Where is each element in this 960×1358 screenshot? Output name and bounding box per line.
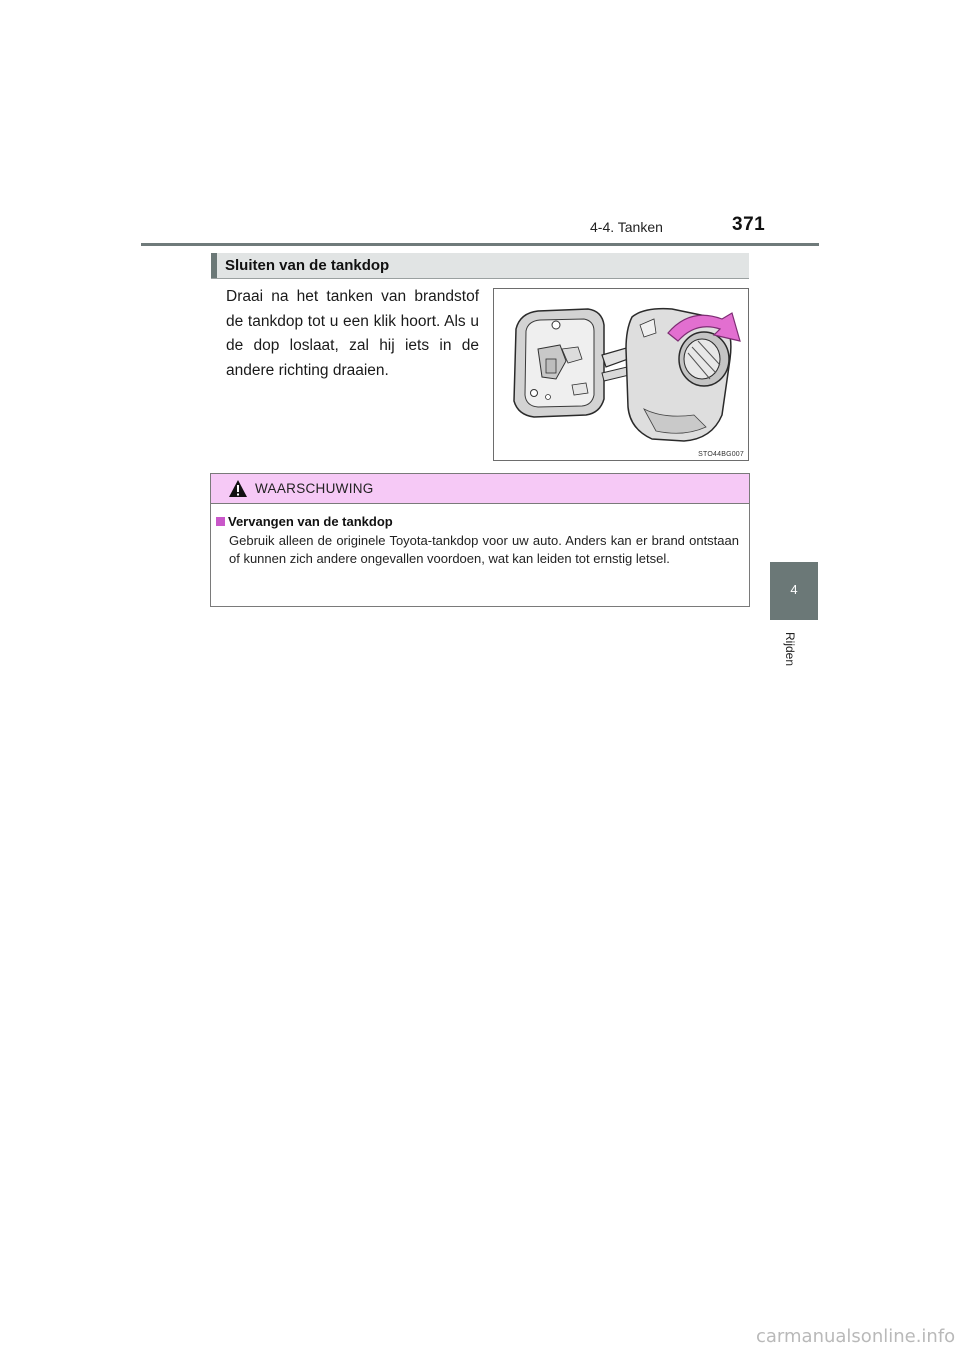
warning-box [210,473,750,607]
warning-triangle-icon [228,479,248,498]
fuel-cap-illustration [493,288,749,461]
chapter-number: 4 [790,582,798,597]
section-heading-bar [211,253,749,279]
header-rule [141,243,819,246]
watermark: carmanualsonline.info [756,1326,956,1347]
page-number: 371 [732,214,766,235]
section-body-text: Draai na het tanken van brandstof de tankdop tot u een klik hoort. Als u de dop loslaat, zal hij iets in de andere richting draaien. [226,288,479,379]
section-heading-marker [211,253,217,278]
chapter-label: Rijden [783,632,797,667]
figure-code: STO44BG007 [698,451,744,458]
warning-title: WAARSCHUWING [255,481,374,496]
header-section-title: 4-4. Tanken [590,219,663,235]
warning-bullet-square [216,517,225,526]
fuel-door-drawing [494,289,748,460]
warning-item-title: Vervangen van de tankdop [228,514,393,529]
section-heading: Sluiten van de tankdop [225,257,390,274]
warning-item-text: Gebruik alleen de originele Toyota-tankdop voor uw auto. Anders kan er brand ontstaan of kunnen zich andere ongevallen voordoen, wat kan leiden tot ernstig letsel. [229,533,739,566]
warning-header [211,474,749,504]
chapter-tab [770,562,818,620]
